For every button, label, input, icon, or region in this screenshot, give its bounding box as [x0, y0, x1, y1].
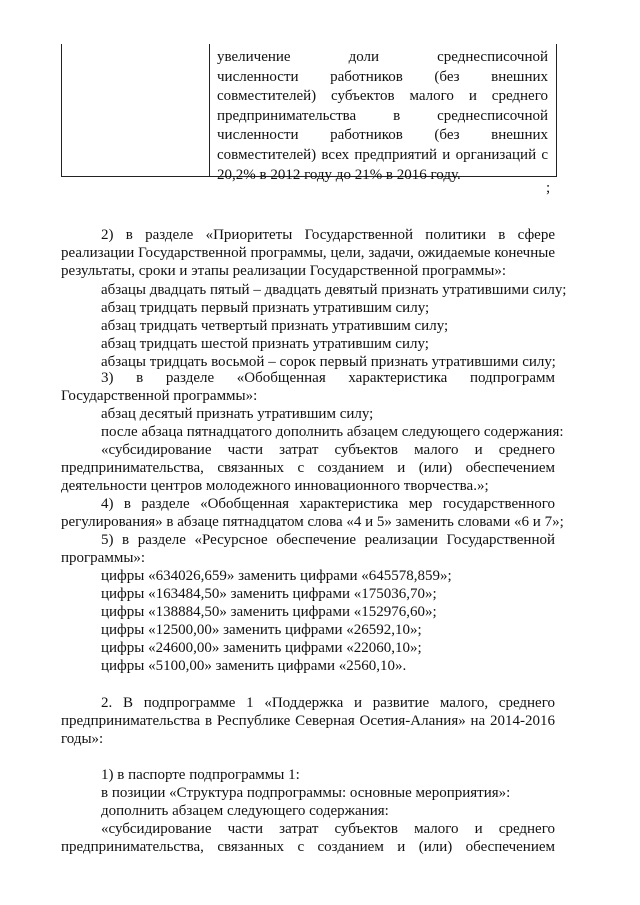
table-cell-line: предпринимательства в среднесписочной: [217, 107, 548, 124]
paragraph-line: абзац тридцать четвертый признать утратившим силу;: [101, 318, 449, 334]
paragraph-line: предпринимательства в Республике Северная Осетия-Алания» на 2014-2016: [61, 713, 555, 729]
paragraph-line: результаты, сроки и этапы реализации Государственной программы»:: [61, 263, 507, 279]
table-cell-text: [217, 48, 548, 185]
table-end-mark: ;: [546, 180, 551, 196]
paragraph-line: регулирования» в абзаце пятнадцатом слова «4 и 5» заменить словами «6 и 7»;: [61, 514, 564, 530]
paragraph-line: 1) в паспорте подпрограммы 1:: [101, 767, 300, 783]
paragraph-line: цифры «24600,00» заменить цифрами «22060,10»;: [101, 640, 422, 656]
table-cell-line: 20,2% в 2012 году до 21% в 2016 году.: [217, 166, 461, 183]
table-cell-line: численности работников (без внешних: [217, 68, 548, 85]
paragraph-line: 5) в разделе «Ресурсное обеспечение реализации Государственной: [101, 532, 555, 548]
paragraph-line: реализации Государственной программы, цели, задачи, ожидаемые конечные: [61, 245, 555, 261]
paragraph-line: после абзаца пятнадцатого дополнить абзацем следующего содержания:: [101, 424, 564, 440]
paragraph-line: 4) в разделе «Обобщенная характеристика мер государственного: [101, 496, 555, 512]
paragraph-line: абзац десятый признать утратившим силу;: [101, 406, 374, 422]
paragraph-line: деятельности центров молодежного инновационного творчества.»;: [61, 478, 489, 494]
table-cell-line: совместителей) всех предприятий и организаций с: [217, 146, 548, 163]
paragraph-line: цифры «5100,00» заменить цифрами «2560,10».: [101, 658, 407, 674]
paragraph-line: «субсидирование части затрат субъектов малого и среднего: [101, 442, 555, 458]
paragraph-line: цифры «12500,00» заменить цифрами «26592,10»;: [101, 622, 422, 638]
paragraph-line: программы»:: [61, 550, 146, 566]
paragraph-line: дополнить абзацем следующего содержания:: [101, 803, 389, 819]
paragraph-line: абзацы тридцать восьмой – сорок первый признать утратившими силу;: [101, 354, 556, 370]
table-cell-line: совместителей) субъектов малого и среднего: [217, 88, 548, 105]
paragraph-line: в позиции «Структура подпрограммы: основные мероприятия»:: [101, 785, 511, 801]
paragraph-line: цифры «634026,659» заменить цифрами «645578,859»;: [101, 568, 452, 584]
paragraph-line: абзацы двадцать пятый – двадцать девятый признать утратившими силу;: [101, 282, 567, 298]
paragraph-line: предпринимательства, связанных с созданием и (или) обеспечением: [61, 839, 555, 855]
paragraph-line: абзац тридцать шестой признать утратившим силу;: [101, 336, 429, 352]
paragraph-line: предпринимательства, связанных с созданием и (или) обеспечением: [61, 460, 555, 476]
table-fragment: [61, 44, 557, 183]
paragraph-line: абзац тридцать первый признать утратившим силу;: [101, 300, 430, 316]
paragraph-line: цифры «138884,50» заменить цифрами «152976,60»;: [101, 604, 437, 620]
paragraph-line: годы»:: [61, 731, 104, 747]
paragraph-line: Государственной программы»:: [61, 388, 258, 404]
table-cell-line: численности работников (без внешних: [217, 127, 548, 144]
paragraph-line: 2) в разделе «Приоритеты Государственной политики в сфере: [101, 227, 555, 243]
paragraph-line: 3) в разделе «Обобщенная характеристика подпрограмм: [101, 370, 555, 386]
table-column-divider: [209, 44, 210, 176]
paragraph-line: «субсидирование части затрат субъектов малого и среднего: [101, 821, 555, 837]
table-cell-line: увеличение доли среднесписочной: [217, 49, 548, 65]
paragraph-line: 2. В подпрограмме 1 «Поддержка и развитие малого, среднего: [101, 695, 555, 711]
paragraph-line: цифры «163484,50» заменить цифрами «175036,70»;: [101, 586, 437, 602]
